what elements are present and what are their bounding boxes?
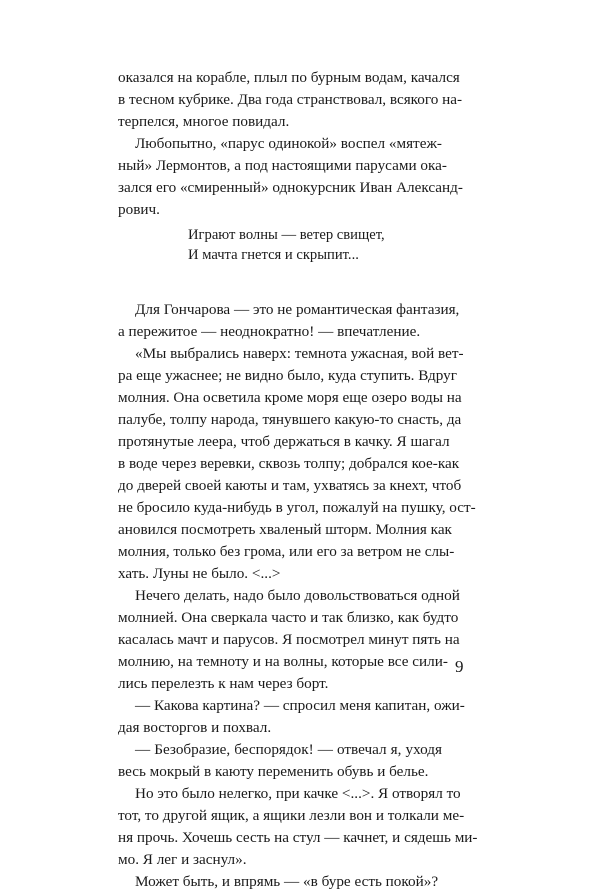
- text-line: молния. Она осветила кроме моря еще озеро воды на: [118, 389, 462, 406]
- text-line: рович.: [118, 201, 160, 218]
- paragraph: [118, 783, 478, 871]
- paragraph: [118, 343, 476, 585]
- text-line: дая восторгов и похвал.: [118, 719, 272, 736]
- text-line: зался его «смиренный» однокурсник Иван Александ-: [118, 179, 463, 196]
- text-line: касалась мачт и парусов. Я посмотрел минут пять на: [118, 631, 460, 648]
- text-line: в воде через веревки, сквозь толпу; добрался кое-как: [118, 455, 460, 472]
- text-line: до дверей своей каюты и там, ухватясь за кнехт, чтоб: [118, 477, 462, 494]
- paragraph: [118, 585, 460, 695]
- text-line: весь мокрый в каюту переменить обувь и белье.: [118, 763, 429, 780]
- text-line: палубе, толпу народа, тянувшего какую-то снасть, да: [118, 411, 462, 428]
- text-line: — Безобразие, беспорядок! — отвечал я, уходя: [135, 741, 442, 758]
- paragraph: [118, 299, 460, 343]
- text-line: оказался на корабле, плыл по бурным водам, качался: [118, 69, 460, 86]
- text-line: терпелся, многое повидал.: [118, 113, 290, 130]
- text-line: не бросило куда-нибудь в угол, пожалуй на пушку, ост-: [118, 499, 476, 516]
- paragraphs-after-poem: [118, 299, 478, 893]
- paragraph: [118, 67, 463, 133]
- text-line: Может быть, и впрямь — «в буре есть покой»?: [135, 873, 439, 890]
- text-line: «Мы выбрались наверх: темнота ужасная, вой вет-: [135, 345, 464, 362]
- text-line: молнию, на темноту и на волны, которые все сили-: [118, 653, 448, 670]
- text-line: протянутые леера, чтоб держаться в качку. Я шагал: [118, 433, 450, 450]
- paragraphs-before-poem: [118, 67, 463, 221]
- text-line: хать. Луны не было. <...>: [118, 565, 281, 582]
- text-line: молния, только без грома, или его за ветром не слы-: [118, 543, 455, 560]
- text-line: Нечего делать, надо было довольствоваться одной: [135, 587, 460, 604]
- text-line: лись перелезть к нам через борт.: [118, 675, 329, 692]
- poem-line: Играют волны — ветер свищет,: [188, 227, 385, 243]
- paragraph: [118, 133, 463, 221]
- paragraph: [118, 695, 465, 739]
- text-line: молнией. Она сверкала часто и так близко, как будто: [118, 609, 459, 626]
- text-line: мо. Я лег и заснул».: [118, 851, 247, 868]
- paragraph: [118, 871, 442, 893]
- text-line: ня прочь. Хочешь сесть на стул — качнет, и сядешь ми-: [118, 829, 478, 846]
- paragraph: [118, 739, 442, 783]
- body-text: [118, 67, 478, 893]
- text-line: ный» Лермонтов, а под настоящими парусами ока-: [118, 157, 447, 174]
- text-line: Но это было нелегко, при качке <...>. Я отворял то: [135, 785, 461, 802]
- text-line: ра еще ужаснее; не видно было, куда ступить. Вдруг: [118, 367, 457, 384]
- text-line: Для Гончарова — это не романтическая фантазия,: [135, 301, 460, 318]
- text-line: ановился посмотреть хваленый шторм. Молния как: [118, 521, 452, 538]
- section-gap: [118, 265, 442, 299]
- text-line: тот, то другой ящик, а ящики лезли вон и толкали ме-: [118, 807, 465, 824]
- text-line: Любопытно, «парус одинокой» воспел «мятеж-: [135, 135, 442, 152]
- text-line: в тесном кубрике. Два года странствовал, всякого на-: [118, 91, 463, 108]
- text-line: а пережитое — неоднократно! — впечатление.: [118, 323, 421, 340]
- poem-quote: [188, 225, 442, 265]
- text-line: — Какова картина? — спросил меня капитан, ожи-: [135, 697, 465, 714]
- poem-line: И мачта гнется и скрыпит...: [188, 247, 359, 263]
- page-number: 9: [455, 657, 464, 676]
